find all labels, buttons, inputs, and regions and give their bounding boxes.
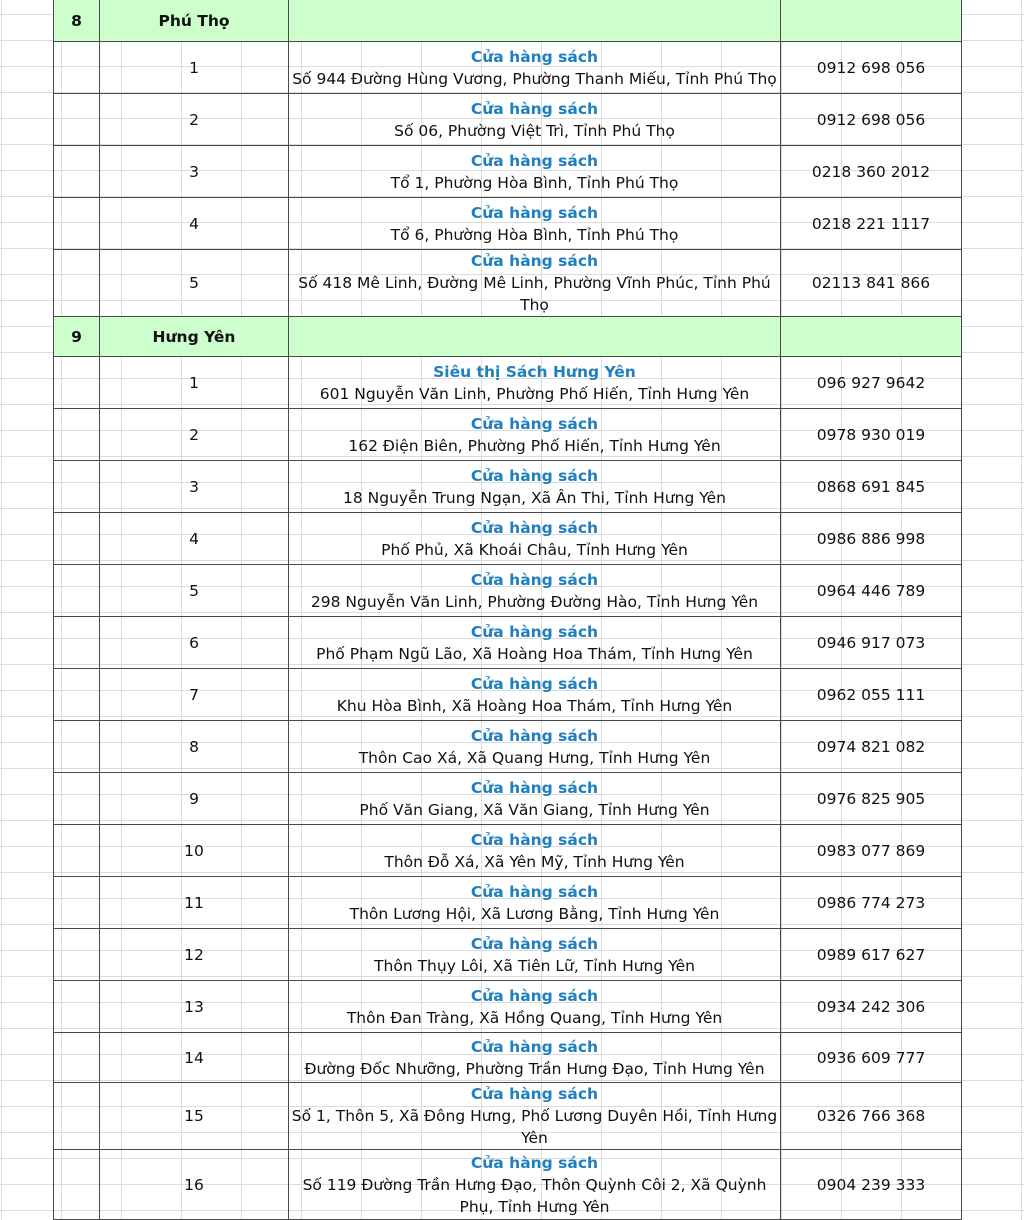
store-info-cell[interactable] — [289, 461, 781, 513]
store-address: 18 Nguyễn Trung Ngạn, Xã Ân Thi, Tỉnh Hưng Yên — [343, 488, 726, 507]
store-index-cell[interactable]: 9 — [100, 773, 289, 825]
table-row — [54, 1150, 962, 1220]
store-phone-cell[interactable]: 0868 691 845 — [781, 461, 962, 513]
empty-cell[interactable] — [54, 929, 100, 981]
table-body — [54, 0, 962, 1220]
store-name: Cửa hàng sách — [470, 1153, 599, 1172]
empty-cell[interactable] — [54, 877, 100, 929]
store-index-cell[interactable]: 14 — [100, 1033, 289, 1083]
table-row — [54, 981, 962, 1033]
table-row — [54, 146, 962, 198]
empty-cell[interactable] — [54, 198, 100, 250]
store-address: 162 Điện Biên, Phường Phố Hiến, Tỉnh Hưng Yên — [348, 436, 721, 455]
store-index-cell[interactable]: 4 — [100, 198, 289, 250]
store-name: Cửa hàng sách — [470, 518, 599, 537]
store-phone-cell[interactable]: 0974 821 082 — [781, 721, 962, 773]
store-name: Cửa hàng sách — [470, 203, 599, 222]
store-address: Số 1, Thôn 5, Xã Đông Hưng, Phố Lương Duyên Hồi, Tỉnh Hưng Yên — [291, 1107, 778, 1147]
store-index-cell[interactable]: 3 — [100, 146, 289, 198]
store-info-cell[interactable] — [289, 198, 781, 250]
store-phone-cell[interactable]: 0986 774 273 — [781, 877, 962, 929]
empty-cell[interactable] — [54, 409, 100, 461]
store-phone-cell[interactable]: 0976 825 905 — [781, 773, 962, 825]
empty-cell[interactable] — [54, 146, 100, 198]
empty-cell[interactable] — [54, 42, 100, 94]
empty-cell[interactable] — [781, 0, 962, 42]
store-address: Tổ 1, Phường Hòa Bình, Tỉnh Phú Thọ — [390, 173, 679, 192]
store-name: Cửa hàng sách — [470, 151, 599, 170]
store-phone-cell[interactable]: 0936 609 777 — [781, 1033, 962, 1083]
store-phone-cell[interactable]: 0964 446 789 — [781, 565, 962, 617]
store-index-cell[interactable]: 12 — [100, 929, 289, 981]
store-info-cell[interactable] — [289, 617, 781, 669]
store-info-cell[interactable] — [289, 1150, 781, 1220]
store-phone-cell[interactable]: 0326 766 368 — [781, 1083, 962, 1150]
store-info-cell[interactable] — [289, 146, 781, 198]
store-info-cell[interactable] — [289, 669, 781, 721]
empty-cell[interactable] — [781, 317, 962, 357]
store-info-cell[interactable] — [289, 409, 781, 461]
table-row — [54, 513, 962, 565]
empty-cell[interactable] — [54, 357, 100, 409]
store-phone-cell[interactable]: 0986 886 998 — [781, 513, 962, 565]
store-phone-cell[interactable]: 0218 360 2012 — [781, 146, 962, 198]
empty-cell[interactable] — [54, 617, 100, 669]
store-index-cell[interactable]: 4 — [100, 513, 289, 565]
store-name: Cửa hàng sách — [470, 622, 599, 641]
store-info-cell[interactable] — [289, 42, 781, 94]
store-index-cell[interactable]: 8 — [100, 721, 289, 773]
province-name-cell[interactable]: Hưng Yên — [100, 317, 289, 357]
store-phone-cell[interactable]: 02113 841 866 — [781, 250, 962, 317]
store-phone-cell[interactable]: 0912 698 056 — [781, 94, 962, 146]
store-phone-cell[interactable]: 096 927 9642 — [781, 357, 962, 409]
store-index-cell[interactable]: 16 — [100, 1150, 289, 1220]
store-name: Cửa hàng sách — [470, 830, 599, 849]
store-info-cell[interactable] — [289, 1033, 781, 1083]
province-name-cell[interactable]: Phú Thọ — [100, 0, 289, 42]
table-row — [54, 617, 962, 669]
store-name: Cửa hàng sách — [470, 570, 599, 589]
empty-cell[interactable] — [54, 1083, 100, 1150]
empty-cell[interactable] — [54, 1033, 100, 1083]
store-phone-cell[interactable]: 0904 239 333 — [781, 1150, 962, 1220]
store-address: Đường Đốc Nhưỡng, Phường Trần Hưng Đạo, Tỉnh Hưng Yên — [304, 1059, 765, 1078]
store-name: Cửa hàng sách — [470, 1085, 599, 1103]
store-index-cell[interactable]: 6 — [100, 617, 289, 669]
store-name: Cửa hàng sách — [470, 726, 599, 745]
table-row — [54, 669, 962, 721]
store-name: Cửa hàng sách — [470, 934, 599, 953]
store-address: Số 06, Phường Việt Trì, Tỉnh Phú Thọ — [394, 121, 675, 140]
store-address: Số 119 Đường Trần Hưng Đạo, Thôn Quỳnh Côi 2, Xã Quỳnh Phụ, Tỉnh Hưng Yên — [302, 1175, 767, 1216]
table-row — [54, 1083, 962, 1150]
store-address: Thôn Đỗ Xá, Xã Yên Mỹ, Tỉnh Hưng Yên — [384, 852, 685, 871]
bookstore-table — [53, 0, 962, 1220]
store-info-cell[interactable] — [289, 825, 781, 877]
store-address: Phố Phạm Ngũ Lão, Xã Hoàng Hoa Thám, Tỉnh Hưng Yên — [316, 644, 753, 663]
empty-cell[interactable] — [54, 250, 100, 317]
store-info-cell[interactable] — [289, 877, 781, 929]
store-phone-cell[interactable]: 0218 221 1117 — [781, 198, 962, 250]
store-phone-cell[interactable]: 0978 930 019 — [781, 409, 962, 461]
store-address: Phố Phủ, Xã Khoái Châu, Tỉnh Hưng Yên — [381, 540, 688, 559]
store-info-cell[interactable] — [289, 721, 781, 773]
store-info-cell[interactable] — [289, 565, 781, 617]
empty-cell[interactable] — [54, 565, 100, 617]
store-address: 601 Nguyễn Văn Linh, Phường Phố Hiến, Tỉnh Hưng Yên — [319, 384, 750, 403]
empty-cell[interactable] — [54, 981, 100, 1033]
store-name: Cửa hàng sách — [470, 1037, 599, 1056]
table-row — [54, 250, 962, 317]
store-name: Cửa hàng sách — [470, 986, 599, 1005]
province-header-row — [54, 0, 962, 42]
store-index-cell[interactable]: 11 — [100, 877, 289, 929]
table-row — [54, 42, 962, 94]
province-header-row — [54, 317, 962, 357]
store-address: Thôn Đan Tràng, Xã Hồng Quang, Tỉnh Hưng Yên — [346, 1008, 723, 1027]
store-name: Cửa hàng sách — [470, 414, 599, 433]
empty-cell[interactable] — [54, 94, 100, 146]
store-info-cell[interactable] — [289, 94, 781, 146]
table-row — [54, 825, 962, 877]
empty-cell[interactable] — [289, 0, 781, 42]
store-info-cell[interactable] — [289, 929, 781, 981]
store-info-cell[interactable] — [289, 773, 781, 825]
store-address: Thôn Lương Hội, Xã Lương Bằng, Tỉnh Hưng Yên — [349, 904, 720, 923]
province-number-cell[interactable]: 9 — [54, 317, 100, 357]
province-number-cell[interactable]: 8 — [54, 0, 100, 42]
store-index-cell[interactable]: 5 — [100, 565, 289, 617]
store-index-cell[interactable]: 7 — [100, 669, 289, 721]
store-name: Cửa hàng sách — [470, 466, 599, 485]
table-row — [54, 198, 962, 250]
empty-cell[interactable] — [54, 721, 100, 773]
table-row — [54, 721, 962, 773]
store-address: Phố Văn Giang, Xã Văn Giang, Tỉnh Hưng Yên — [359, 800, 710, 819]
store-name: Cửa hàng sách — [470, 778, 599, 797]
store-name: Cửa hàng sách — [470, 99, 599, 118]
table-row — [54, 409, 962, 461]
table-row — [54, 461, 962, 513]
table-row — [54, 1033, 962, 1083]
empty-cell[interactable] — [54, 669, 100, 721]
store-index-cell[interactable]: 3 — [100, 461, 289, 513]
empty-cell[interactable] — [54, 825, 100, 877]
store-name: Siêu thị Sách Hưng Yên — [433, 362, 636, 381]
store-address: 298 Nguyễn Văn Linh, Phường Đường Hào, Tỉnh Hưng Yên — [310, 592, 759, 611]
store-index-cell[interactable]: 13 — [100, 981, 289, 1033]
store-name: Cửa hàng sách — [470, 882, 599, 901]
store-info-cell[interactable] — [289, 357, 781, 409]
store-address: Tổ 6, Phường Hòa Bình, Tỉnh Phú Thọ — [390, 225, 679, 244]
store-address: Số 418 Mê Linh, Đường Mê Linh, Phường Vĩnh Phúc, Tỉnh Phú Thọ — [298, 274, 771, 314]
store-phone-cell[interactable]: 0962 055 111 — [781, 669, 962, 721]
store-phone-cell[interactable]: 0934 242 306 — [781, 981, 962, 1033]
table-row — [54, 94, 962, 146]
store-info-cell[interactable] — [289, 250, 781, 317]
empty-cell[interactable] — [54, 461, 100, 513]
empty-cell[interactable] — [289, 317, 781, 357]
store-address: Khu Hòa Bình, Xã Hoàng Hoa Thám, Tỉnh Hưng Yên — [336, 696, 733, 715]
store-index-cell[interactable]: 2 — [100, 94, 289, 146]
table-row — [54, 357, 962, 409]
store-index-cell[interactable]: 1 — [100, 357, 289, 409]
store-info-cell[interactable] — [289, 513, 781, 565]
table-row — [54, 773, 962, 825]
empty-cell[interactable] — [54, 1150, 100, 1220]
store-phone-cell[interactable]: 0989 617 627 — [781, 929, 962, 981]
store-address: Số 944 Đường Hùng Vương, Phường Thanh Miếu, Tỉnh Phú Thọ — [292, 69, 777, 88]
store-info-cell[interactable] — [289, 981, 781, 1033]
empty-cell[interactable] — [54, 773, 100, 825]
empty-cell[interactable] — [54, 513, 100, 565]
table-row — [54, 877, 962, 929]
store-name: Cửa hàng sách — [470, 47, 599, 66]
store-index-cell[interactable]: 15 — [100, 1083, 289, 1150]
store-index-cell[interactable]: 1 — [100, 42, 289, 94]
store-name: Cửa hàng sách — [470, 674, 599, 693]
table-row — [54, 929, 962, 981]
store-phone-cell[interactable]: 0946 917 073 — [781, 617, 962, 669]
store-name: Cửa hàng sách — [470, 252, 599, 270]
store-address: Thôn Thụy Lôi, Xã Tiên Lữ, Tỉnh Hưng Yên — [374, 956, 695, 975]
store-phone-cell[interactable]: 0983 077 869 — [781, 825, 962, 877]
store-phone-cell[interactable]: 0912 698 056 — [781, 42, 962, 94]
table-row — [54, 565, 962, 617]
store-address: Thôn Cao Xá, Xã Quang Hưng, Tỉnh Hưng Yên — [358, 748, 711, 767]
store-index-cell[interactable]: 10 — [100, 825, 289, 877]
store-index-cell[interactable]: 2 — [100, 409, 289, 461]
store-info-cell[interactable] — [289, 1083, 781, 1150]
store-index-cell[interactable]: 5 — [100, 250, 289, 317]
